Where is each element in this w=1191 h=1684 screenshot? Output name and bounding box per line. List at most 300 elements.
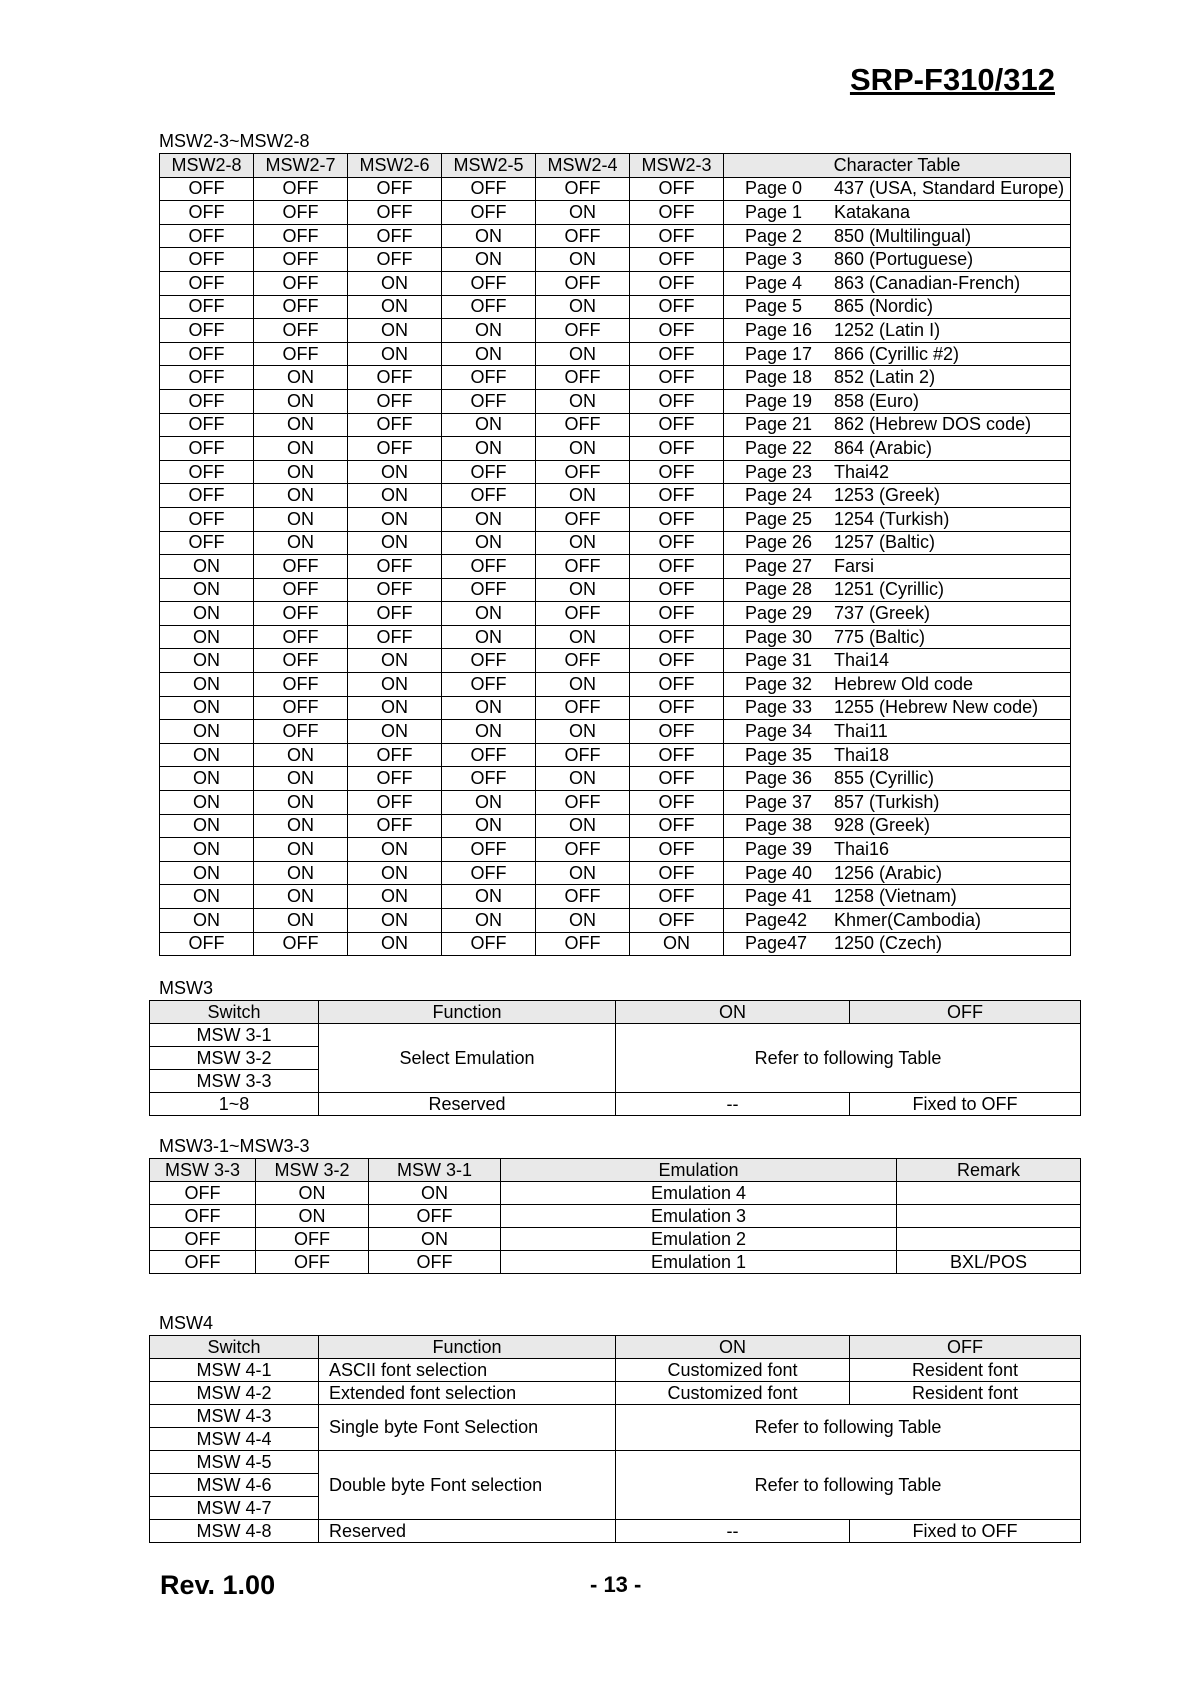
switch-state-cell: OFF	[254, 578, 348, 602]
table-row	[160, 578, 1071, 602]
switch-state-cell: OFF	[348, 578, 442, 602]
code-page-number: Page 19	[745, 390, 813, 411]
switch-state-cell: OFF	[442, 673, 536, 697]
switch-state-cell: OFF	[536, 791, 630, 815]
table-row	[160, 861, 1071, 885]
switch-state-cell: OFF	[630, 814, 724, 838]
code-page-name: 437 (USA, Standard Europe)	[834, 178, 1065, 199]
switch-state-cell: OFF	[160, 319, 254, 343]
switch-state-cell: OFF	[150, 1182, 256, 1205]
code-page-name: 855 (Cyrillic)	[834, 768, 935, 789]
switch-state-cell: ON	[348, 861, 442, 885]
switch-state-cell: ON	[348, 720, 442, 744]
code-page-number: Page 28	[745, 579, 813, 600]
table-row	[160, 177, 1071, 201]
code-page-name: Katakana	[834, 201, 911, 222]
code-page-name: 1251 (Cyrillic)	[834, 579, 945, 600]
table-row	[150, 1405, 1081, 1428]
table-row	[160, 814, 1071, 838]
switch-state-cell: OFF	[630, 295, 724, 319]
emulation-cell: Emulation 4	[501, 1182, 897, 1205]
switch-state-cell: OFF	[254, 602, 348, 626]
switch-state-cell: OFF	[442, 578, 536, 602]
code-page-name: 1256 (Arabic)	[834, 862, 943, 883]
switch-state-cell: OFF	[630, 673, 724, 697]
code-page-number: Page 29	[745, 603, 813, 624]
switch-state-cell: OFF	[160, 460, 254, 484]
switch-state-cell: OFF	[630, 578, 724, 602]
character-table-cell	[724, 932, 1071, 956]
switch-state-cell: ON	[536, 389, 630, 413]
switch-cell: MSW 4-3	[150, 1405, 319, 1428]
table-row	[160, 767, 1071, 791]
table-row	[160, 342, 1071, 366]
switch-state-cell: ON	[160, 861, 254, 885]
switch-state-cell: ON	[536, 342, 630, 366]
remark-cell	[897, 1205, 1081, 1228]
switch-state-cell: OFF	[150, 1228, 256, 1251]
character-table-cell	[724, 673, 1071, 697]
character-table-cell	[724, 295, 1071, 319]
switch-state-cell: OFF	[348, 248, 442, 272]
switch-state-cell: OFF	[630, 319, 724, 343]
character-table-cell	[724, 861, 1071, 885]
switch-state-cell: ON	[536, 484, 630, 508]
switch-state-cell: OFF	[630, 838, 724, 862]
code-page-name: 860 (Portuguese)	[834, 249, 974, 270]
switch-state-cell: ON	[536, 767, 630, 791]
switch-state-cell: OFF	[442, 295, 536, 319]
switch-state-cell: OFF	[630, 177, 724, 201]
table-row	[160, 909, 1071, 933]
switch-state-cell: OFF	[442, 484, 536, 508]
switch-state-cell: OFF	[442, 767, 536, 791]
switch-state-cell: OFF	[536, 177, 630, 201]
switch-state-cell: ON	[348, 319, 442, 343]
switch-state-cell: ON	[348, 673, 442, 697]
switch-state-cell: ON	[160, 909, 254, 933]
code-page-number: Page 32	[745, 673, 813, 694]
code-page-name: Thai11	[834, 721, 888, 742]
code-page-name: 1252 (Latin I)	[834, 319, 941, 340]
switch-state-cell: OFF	[348, 555, 442, 579]
character-table-cell	[724, 366, 1071, 390]
table-row	[160, 555, 1071, 579]
code-page-number: Page 22	[745, 437, 813, 458]
table-row	[160, 389, 1071, 413]
switch-state-cell: OFF	[254, 555, 348, 579]
table-row	[150, 1205, 1081, 1228]
code-page-name: 858 (Euro)	[834, 390, 920, 411]
switch-state-cell: ON	[160, 720, 254, 744]
switch-state-cell: ON	[254, 743, 348, 767]
table-row	[160, 507, 1071, 531]
code-page-number: Page 21	[745, 414, 813, 435]
code-page-name: Farsi	[834, 555, 874, 576]
table-header-row	[150, 1159, 1081, 1182]
switch-state-cell: ON	[442, 696, 536, 720]
switch-state-cell: OFF	[348, 413, 442, 437]
character-table-cell	[724, 649, 1071, 673]
off-cell: Resident font	[850, 1359, 1081, 1382]
table-row	[160, 295, 1071, 319]
switch-state-cell: ON	[536, 248, 630, 272]
table-row	[160, 224, 1071, 248]
code-page-name: 1255 (Hebrew New code)	[834, 697, 1039, 718]
table-row	[160, 673, 1071, 697]
switch-state-cell: OFF	[160, 366, 254, 390]
switch-state-cell: ON	[536, 201, 630, 225]
refer-cell: Refer to following Table	[616, 1024, 1081, 1093]
switch-cell: MSW 4-7	[150, 1497, 319, 1520]
code-page-name: Hebrew Old code	[834, 673, 974, 694]
msw3-caption: MSW3	[159, 978, 213, 998]
switch-state-cell: OFF	[536, 649, 630, 673]
function-cell: Reserved	[319, 1093, 616, 1116]
switch-state-cell: OFF	[630, 909, 724, 933]
code-page-number: Page42	[745, 909, 808, 930]
code-page-number: Page 17	[745, 343, 813, 364]
table-row	[160, 248, 1071, 272]
switch-state-cell: ON	[160, 696, 254, 720]
code-page-name: 865 (Nordic)	[834, 296, 934, 317]
table-row	[160, 201, 1071, 225]
switch-state-cell: OFF	[160, 177, 254, 201]
character-table-cell	[724, 507, 1071, 531]
switch-state-cell: ON	[254, 389, 348, 413]
switch-state-cell: OFF	[160, 271, 254, 295]
switch-state-cell: OFF	[348, 389, 442, 413]
code-page-name: Thai16	[834, 839, 890, 860]
switch-state-cell: ON	[442, 437, 536, 461]
table-row	[160, 791, 1071, 815]
switch-state-cell: OFF	[630, 484, 724, 508]
switch-state-cell: OFF	[630, 413, 724, 437]
switch-state-cell: ON	[254, 767, 348, 791]
switch-cell: MSW 3-3	[150, 1070, 319, 1093]
switch-state-cell: ON	[630, 932, 724, 956]
switch-state-cell: ON	[160, 602, 254, 626]
code-page-name: Thai18	[834, 744, 890, 765]
switch-state-cell: ON	[160, 814, 254, 838]
switch-state-cell: OFF	[630, 791, 724, 815]
refer-cell: Refer to following Table	[616, 1405, 1081, 1451]
switch-state-cell: OFF	[256, 1251, 369, 1274]
switch-state-cell: ON	[254, 885, 348, 909]
code-page-number: Page 34	[745, 721, 813, 742]
code-page-number: Page 37	[745, 791, 813, 812]
switch-state-cell: ON	[442, 625, 536, 649]
document-title: SRP-F310/312	[849, 62, 1055, 97]
msw2-character-table	[159, 153, 1071, 956]
switch-state-cell: ON	[254, 861, 348, 885]
code-page-name: 863 (Canadian-French)	[834, 272, 1021, 293]
switch-state-cell: ON	[160, 791, 254, 815]
table-row	[160, 319, 1071, 343]
code-page-name: 862 (Hebrew DOS code)	[834, 414, 1032, 435]
table-row	[160, 932, 1071, 956]
code-page-number: Page 16	[745, 319, 813, 340]
switch-state-cell: OFF	[160, 413, 254, 437]
switch-state-cell: ON	[348, 932, 442, 956]
code-page-name: 1254 (Turkish)	[834, 508, 950, 529]
switch-state-cell: ON	[536, 437, 630, 461]
switch-state-cell: OFF	[442, 366, 536, 390]
switch-state-cell: ON	[348, 885, 442, 909]
switch-state-cell: ON	[348, 342, 442, 366]
character-table-cell	[724, 838, 1071, 862]
table-row	[160, 743, 1071, 767]
switch-state-cell: ON	[160, 767, 254, 791]
switch-state-cell: OFF	[630, 767, 724, 791]
switch-state-cell: ON	[254, 531, 348, 555]
switch-state-cell: OFF	[254, 720, 348, 744]
on-cell: --	[616, 1520, 850, 1543]
msw4-table	[149, 1335, 1081, 1543]
switch-state-cell: ON	[348, 507, 442, 531]
character-table-cell	[724, 885, 1071, 909]
switch-state-cell: OFF	[254, 649, 348, 673]
table-row	[160, 531, 1071, 555]
switch-state-cell: ON	[254, 909, 348, 933]
switch-state-cell: ON	[442, 602, 536, 626]
switch-state-cell: ON	[536, 814, 630, 838]
character-table-cell	[724, 720, 1071, 744]
table-row	[150, 1024, 1081, 1047]
table-row	[160, 366, 1071, 390]
code-page-number: Page 2	[745, 225, 803, 246]
switch-state-cell: OFF	[160, 484, 254, 508]
switch-state-cell: ON	[536, 625, 630, 649]
switch-state-cell: OFF	[630, 389, 724, 413]
code-page-name: 737 (Greek)	[834, 603, 931, 624]
character-table-cell	[724, 201, 1071, 225]
switch-state-cell: OFF	[160, 201, 254, 225]
switch-state-cell: OFF	[630, 437, 724, 461]
switch-state-cell: OFF	[254, 696, 348, 720]
character-table-cell	[724, 437, 1071, 461]
table-row	[160, 838, 1071, 862]
table-row	[160, 720, 1071, 744]
table-row	[150, 1451, 1081, 1474]
code-page-name: 1258 (Vietnam)	[834, 886, 957, 907]
switch-state-cell: OFF	[254, 201, 348, 225]
revision-label: Rev. 1.00	[160, 1570, 276, 1600]
column-header: Function	[319, 1336, 616, 1359]
table-row	[150, 1182, 1081, 1205]
column-header: MSW2-7	[254, 154, 348, 178]
switch-state-cell: ON	[369, 1182, 501, 1205]
switch-state-cell: OFF	[160, 224, 254, 248]
character-table-cell	[724, 248, 1071, 272]
character-table-cell	[724, 625, 1071, 649]
switch-state-cell: OFF	[630, 224, 724, 248]
character-table-cell	[724, 389, 1071, 413]
switch-state-cell: OFF	[630, 861, 724, 885]
column-header: ON	[616, 1336, 850, 1359]
code-page-name: 852 (Latin 2)	[834, 367, 936, 388]
switch-state-cell: OFF	[442, 460, 536, 484]
column-header: MSW2-6	[348, 154, 442, 178]
code-page-number: Page 4	[745, 272, 803, 293]
code-page-name: Khmer(Cambodia)	[834, 909, 982, 930]
code-page-name: 928 (Greek)	[834, 815, 931, 836]
code-page-number: Page 31	[745, 650, 813, 671]
switch-state-cell: OFF	[630, 555, 724, 579]
code-page-name: Thai42	[834, 461, 890, 482]
switch-state-cell: ON	[536, 909, 630, 933]
switch-state-cell: ON	[160, 649, 254, 673]
switch-state-cell: OFF	[256, 1228, 369, 1251]
code-page-number: Page 30	[745, 626, 813, 647]
switch-state-cell: OFF	[442, 389, 536, 413]
switch-state-cell: OFF	[630, 366, 724, 390]
switch-state-cell: OFF	[630, 743, 724, 767]
code-page-number: Page 24	[745, 485, 813, 506]
switch-state-cell: OFF	[160, 932, 254, 956]
column-header: Character Table	[724, 154, 1071, 178]
switch-state-cell: OFF	[348, 791, 442, 815]
column-header: Emulation	[501, 1159, 897, 1182]
switch-state-cell: OFF	[442, 743, 536, 767]
switch-state-cell: ON	[348, 271, 442, 295]
column-header: MSW 3-1	[369, 1159, 501, 1182]
emulation-cell: Emulation 3	[501, 1205, 897, 1228]
switch-state-cell: ON	[536, 295, 630, 319]
character-table-cell	[724, 413, 1071, 437]
table-row	[160, 413, 1071, 437]
switch-state-cell: ON	[160, 625, 254, 649]
switch-state-cell: ON	[442, 909, 536, 933]
switch-state-cell: OFF	[150, 1205, 256, 1228]
code-page-number: Page 41	[745, 886, 813, 907]
remark-cell: BXL/POS	[897, 1251, 1081, 1274]
switch-state-cell: OFF	[348, 201, 442, 225]
switch-state-cell: OFF	[442, 649, 536, 673]
switch-cell: MSW 4-2	[150, 1382, 319, 1405]
table-row	[160, 460, 1071, 484]
switch-state-cell: OFF	[442, 201, 536, 225]
code-page-name: 850 (Multilingual)	[834, 225, 972, 246]
switch-state-cell: ON	[442, 342, 536, 366]
switch-state-cell: ON	[254, 413, 348, 437]
msw3-emulation-caption: MSW3-1~MSW3-3	[159, 1136, 310, 1156]
switch-cell: MSW 4-5	[150, 1451, 319, 1474]
switch-state-cell: ON	[442, 814, 536, 838]
switch-state-cell: OFF	[442, 177, 536, 201]
on-cell: Customized font	[616, 1382, 850, 1405]
switch-state-cell: ON	[536, 578, 630, 602]
column-header: MSW2-8	[160, 154, 254, 178]
character-table-cell	[724, 460, 1071, 484]
table-row	[150, 1359, 1081, 1382]
on-cell: Customized font	[616, 1359, 850, 1382]
switch-state-cell: OFF	[254, 319, 348, 343]
switch-state-cell: OFF	[630, 271, 724, 295]
character-table-cell	[724, 319, 1071, 343]
emulation-cell: Emulation 1	[501, 1251, 897, 1274]
switch-state-cell: ON	[254, 460, 348, 484]
switch-state-cell: OFF	[630, 649, 724, 673]
switch-state-cell: OFF	[254, 342, 348, 366]
switch-state-cell: OFF	[442, 932, 536, 956]
switch-state-cell: ON	[442, 791, 536, 815]
switch-state-cell: ON	[442, 413, 536, 437]
function-cell: Select Emulation	[319, 1024, 616, 1093]
switch-state-cell: OFF	[348, 814, 442, 838]
switch-state-cell: ON	[536, 531, 630, 555]
switch-state-cell: ON	[442, 531, 536, 555]
switch-state-cell: OFF	[536, 555, 630, 579]
switch-state-cell: ON	[348, 909, 442, 933]
switch-state-cell: ON	[442, 720, 536, 744]
switch-state-cell: ON	[442, 224, 536, 248]
code-page-number: Page 3	[745, 249, 803, 270]
remark-cell	[897, 1182, 1081, 1205]
function-cell: Double byte Font selection	[319, 1451, 616, 1520]
switch-state-cell: ON	[254, 838, 348, 862]
switch-state-cell: ON	[442, 319, 536, 343]
switch-state-cell: ON	[442, 507, 536, 531]
character-table-cell	[724, 342, 1071, 366]
switch-state-cell: ON	[160, 578, 254, 602]
code-page-number: Page 38	[745, 815, 813, 836]
switch-state-cell: OFF	[536, 743, 630, 767]
code-page-number: Page 27	[745, 555, 813, 576]
character-table-cell	[724, 696, 1071, 720]
switch-state-cell: OFF	[536, 602, 630, 626]
character-table-cell	[724, 484, 1071, 508]
code-page-number: Page 23	[745, 461, 813, 482]
switch-state-cell: OFF	[630, 696, 724, 720]
switch-state-cell: OFF	[442, 861, 536, 885]
function-cell: ASCII font selection	[319, 1359, 616, 1382]
code-page-number: Page 33	[745, 697, 813, 718]
table-row	[160, 625, 1071, 649]
character-table-cell	[724, 271, 1071, 295]
switch-state-cell: ON	[254, 791, 348, 815]
switch-state-cell: OFF	[630, 248, 724, 272]
switch-state-cell: OFF	[254, 673, 348, 697]
code-page-name: 864 (Arabic)	[834, 437, 933, 458]
switch-state-cell: OFF	[536, 224, 630, 248]
code-page-name: 857 (Turkish)	[834, 791, 940, 812]
switch-state-cell: ON	[348, 649, 442, 673]
switch-state-cell: ON	[254, 814, 348, 838]
switch-state-cell: OFF	[536, 507, 630, 531]
switch-state-cell: OFF	[348, 224, 442, 248]
switch-state-cell: ON	[254, 366, 348, 390]
character-table-cell	[724, 814, 1071, 838]
code-page-name: 1257 (Baltic)	[834, 532, 936, 553]
switch-state-cell: OFF	[369, 1251, 501, 1274]
character-table-cell	[724, 531, 1071, 555]
switch-state-cell: ON	[369, 1228, 501, 1251]
switch-state-cell: OFF	[254, 295, 348, 319]
code-page-name: 1253 (Greek)	[834, 485, 941, 506]
switch-state-cell: OFF	[160, 389, 254, 413]
switch-state-cell: OFF	[442, 838, 536, 862]
table-row	[160, 437, 1071, 461]
code-page-number: Page 1	[745, 201, 803, 222]
character-table-cell	[724, 555, 1071, 579]
switch-state-cell: OFF	[254, 177, 348, 201]
character-table-cell	[724, 743, 1071, 767]
column-header: Remark	[897, 1159, 1081, 1182]
switch-state-cell: OFF	[160, 295, 254, 319]
table-header-row	[150, 1001, 1081, 1024]
switch-state-cell: OFF	[630, 531, 724, 555]
